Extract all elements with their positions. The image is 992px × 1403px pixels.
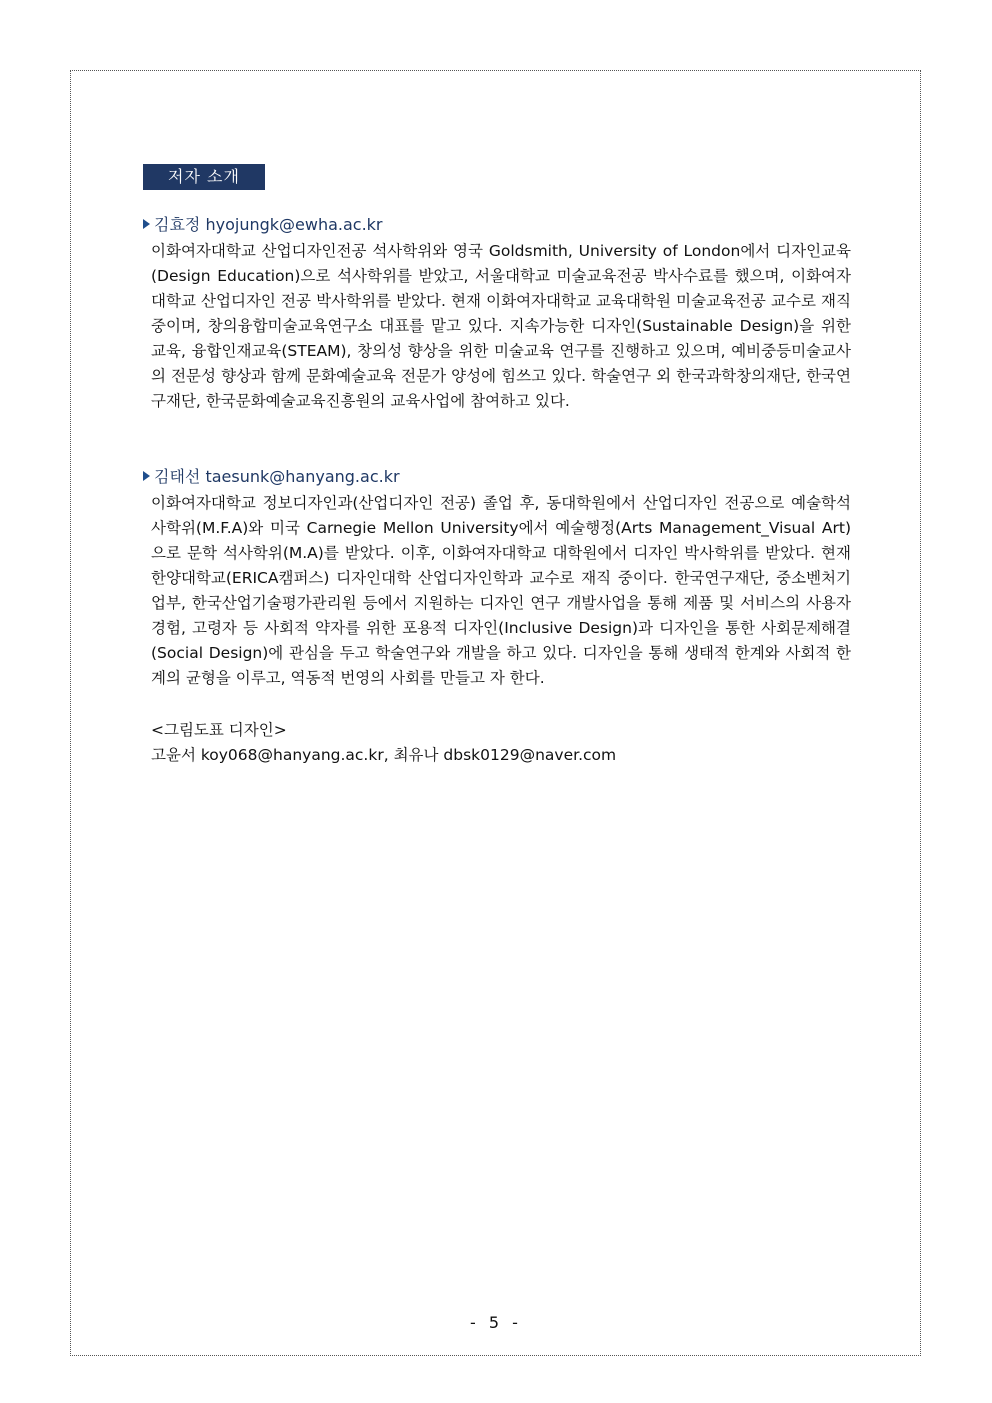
author-name: 김효정: [154, 215, 201, 234]
triangle-bullet-icon: [143, 219, 150, 229]
author-bio: 이화여자대학교 정보디자인과(산업디자인 전공) 졸업 후, 동대학원에서 산업디자인 전공으로 예술학석사학위(M.F.A)와 미국 Carnegie Mellon University에서 예술행정(Arts Management_Visual Art)으로 문학 석사학위(M.A)를 받았다. 이후, 이화여자대학교 대학원에서 디자인 박사학위를 받았다. 현재 한양대학교(ERICA캠퍼스) 디자인대학 산업디자인학과 교수로 재직 중이다. 한국연구재단, 중소벤처기업부, 한국산업기술평가관리원 등에서 지원하는 디자인 연구 개발사업을 통해 제품 및 서비스의 사용자 경험, 고령자 등 사회적 약자를 위한 포용적 디자인(Inclusive Design)과 디자인을 통한 사회문제해결(Social Design)에 관심을 두고 학술연구와 개발을 하고 있다. 디자인을 통해 생태적 한계와 사회적 한계의 균형을 이루고, 역동적 번영의 사회를 만들고 자 한다.: [151, 494, 851, 687]
page-number: - 5 -: [470, 1313, 522, 1332]
author-email: taesunk@hanyang.ac.kr: [205, 467, 400, 486]
author-entry: [143, 214, 851, 414]
section-title: 저자 소개: [143, 164, 265, 190]
author-heading: [143, 214, 851, 236]
credits-line: 고윤서 koy068@hanyang.ac.kr, 최유나 dbsk0129@naver.com: [151, 746, 617, 764]
figure-design-credits: [151, 718, 616, 768]
triangle-bullet-icon: [143, 471, 150, 481]
author-heading: [143, 466, 851, 488]
author-email: hyojungk@ewha.ac.kr: [205, 215, 383, 234]
credits-title: <그림도표 디자인>: [151, 721, 287, 739]
author-entry: [143, 466, 851, 691]
author-name: 김태선: [154, 467, 201, 486]
author-bio: 이화여자대학교 산업디자인전공 석사학위와 영국 Goldsmith, University of London에서 디자인교육(Design Education)으로 석사학위를 받았고, 서울대학교 미술교육전공 박사수료를 했으며, 이화여자대학교 산업디자인 전공 박사학위를 받았다. 현재 이화여자대학교 교육대학원 미술교육전공 교수로 재직 중이며, 창의융합미술교육연구소 대표를 맡고 있다. 지속가능한 디자인(Sustainable Design)을 위한 교육, 융합인재교육(STEAM), 창의성 향상을 위한 미술교육 연구를 진행하고 있으며, 예비중등미술교사의 전문성 향상과 함께 문화예술교육 전문가 양성에 힘쓰고 있다. 학술연구 외 한국과학창의재단, 한국연구재단, 한국문화예술교육진흥원의 교육사업에 참여하고 있다.: [151, 242, 851, 410]
